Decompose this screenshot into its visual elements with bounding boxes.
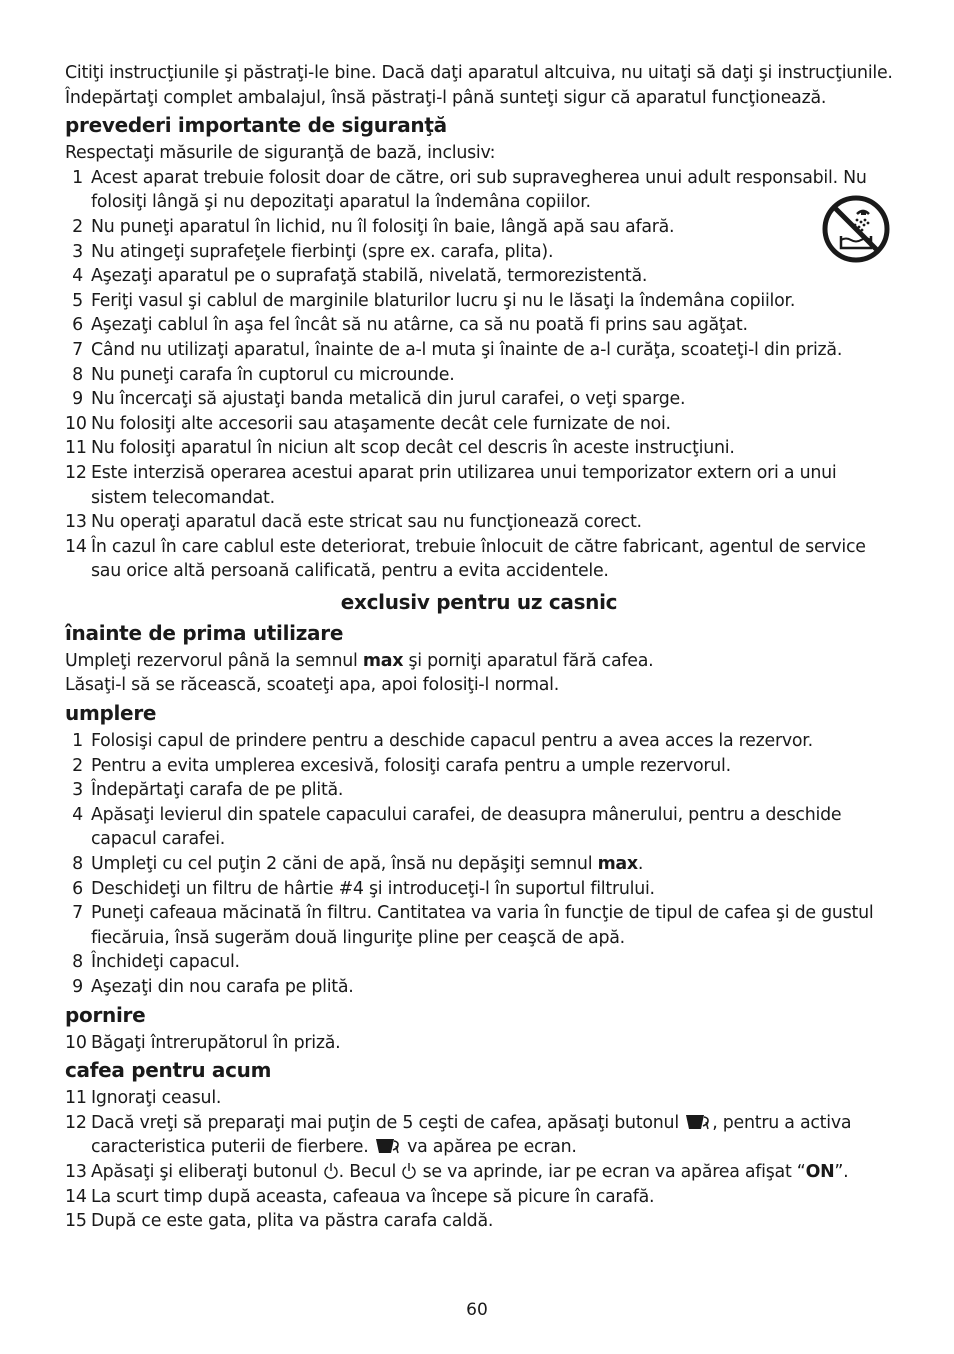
coffee-strength-icon — [374, 1137, 402, 1155]
safety-heading: prevederi importante de siguranţă — [65, 113, 447, 138]
safety-item: 6 Aşezaţi cablul în aşa fel încât să nu atârne, ca să nu poată fi prins sau agăţat. — [72, 315, 748, 336]
safety-list — [65, 166, 893, 584]
filling-item: 9 Aşezaţi din nou carafa pe plită. — [72, 977, 354, 997]
start-item: 10 Băgaţi întrerupătorul în priză. — [65, 1032, 341, 1053]
safety-lead: Respectaţi măsurile de siguranţă de bază, inclusiv: — [65, 143, 496, 164]
first-use-line-2: Lăsaţi-l să se răcească, scoateţi apa, apoi folosiţi-l normal. — [65, 675, 560, 696]
page-number: 60 — [466, 1300, 488, 1320]
safety-item: 13 Nu operaţi aparatul dacă este stricat sau nu funcţionează corect. — [65, 512, 642, 533]
safety-item: 10 Nu folosiţi alte accesorii sau ataşamente decât cele furnizate de noi. — [65, 413, 671, 434]
coffee-now-item: 15 După ce este gata, plita va păstra carafa caldă. — [65, 1211, 494, 1232]
coffee-now-list — [65, 1086, 893, 1234]
filling-item: 4 Apăsaţi levierul din spatele capacului carafei, de deasupra mânerului, pentru a deschide capacul carafei. — [72, 804, 842, 850]
coffee-now-heading: cafea pentru acum — [65, 1058, 272, 1083]
first-use-heading: înainte de prima utilizare — [65, 620, 344, 645]
start-heading: pornire — [65, 1002, 146, 1027]
coffee-now-item: 13 Apăsaţi şi eliberaţi butonul . Becul se va aprinde, iar pe ecran va apărea afişat “ON”. — [65, 1161, 849, 1182]
safety-item: 5 Feriţi vasul şi cablul de marginile blaturilor lucru şi nu le lăsaţi la îndemâna copiilor. — [72, 290, 796, 311]
first-use-line-1: Umpleţi rezervorul până la semnul max şi porniţi aparatul fără cafea. — [65, 650, 654, 671]
safety-item: 2 Nu puneţi aparatul în lichid, nu îl folosiţi în baie, lângă apă sau afară. — [72, 216, 675, 237]
page-content — [65, 61, 893, 1234]
filling-item: 3 Îndepărtaţi carafa de pe plită. — [72, 780, 344, 801]
safety-item: 4 Aşezaţi aparatul pe o suprafaţă stabilă, nivelată, termorezistentă. — [72, 266, 648, 287]
household-only-heading: exclusiv pentru uz casnic — [340, 589, 618, 614]
filling-item: 2 Pentru a evita umplerea excesivă, folosiţi carafa pentru a umple rezervorul. — [72, 755, 731, 776]
coffee-strength-icon — [684, 1113, 712, 1131]
safety-item: 12 Este interzisă operarea acestui aparat prin utilizarea unui temporizator extern ori a unui sistem telecomandat. — [65, 462, 837, 508]
coffee-now-item: 12 Dacă vreţi să preparaţi mai puţin de 5 ceşti de cafea, apăsaţi butonul , pentru a activa caracteristica puterii de fierbere. va apărea pe ecran. — [65, 1112, 852, 1158]
safety-item: 11 Nu folosiţi aparatul în niciun alt scop decât cel descris în aceste instrucţiuni. — [65, 438, 735, 459]
safety-item: 3 Nu atingeţi suprafeţele fierbinţi (spre ex. carafa, plita). — [72, 241, 554, 262]
safety-item: 9 Nu încercaţi să ajustaţi banda metalică din jurul carafei, o veţi sparge. — [72, 389, 686, 410]
coffee-now-item: 11 Ignoraţi ceasul. — [65, 1088, 222, 1109]
safety-item: 7 Când nu utilizaţi aparatul, înainte de a-l muta şi înainte de a-l curăţa, scoateţi-l din priză. — [72, 339, 843, 360]
power-icon — [401, 1162, 417, 1180]
intro-line-1: Citiţi instrucţiunile şi păstraţi-le bine. Dacă daţi aparatul altcuiva, nu uitaţi să daţi şi instrucţiunile. — [65, 63, 893, 83]
filling-list — [65, 729, 893, 1000]
start-list — [65, 1031, 893, 1056]
filling-item: 6 Deschideţi un filtru de hârtie #4 şi introduceţi-l în suportul filtrului. — [72, 878, 655, 899]
safety-item: 8 Nu puneţi carafa în cuptorul cu microunde. — [72, 364, 455, 385]
filling-heading: umplere — [65, 701, 157, 726]
filling-item: 8 Umpleţi cu cel puţin 2 căni de apă, însă nu depăşiţi semnul max. — [72, 854, 644, 875]
power-icon — [323, 1162, 339, 1180]
filling-item: 8 Închideţi capacul. — [72, 952, 240, 973]
coffee-now-item: 14 La scurt timp după aceasta, cafeaua va începe să picure în carafă. — [65, 1186, 655, 1207]
intro-line-2: Îndepărtaţi complet ambalajul, însă păstraţi-l până sunteţi sigur că aparatul funcţionează. — [65, 87, 827, 108]
filling-item: 7 Puneţi cafeaua măcinată în filtru. Cantitatea va varia în funcţie de tipul de cafea şi de gustul fiecăruia, însă sugerăm două linguriţe pline per ceaşcă de apă. — [72, 903, 874, 948]
safety-item: 14 În cazul în care cablul este deteriorat, trebuie înlocuit de către fabricant, agentul de service sau orice altă persoană calificată, pentru a evita accidentele. — [65, 536, 866, 582]
filling-item: 1 Folosişi capul de prindere pentru a deschide capacul pentru a avea acces la rezervor. — [72, 731, 813, 752]
safety-item: 1 Acest aparat trebuie folosit doar de către, ori sub supravegherea unui adult responsabil. Nu folosiţi lângă şi nu depozitaţi aparatul la îndemâna copiilor. — [72, 167, 867, 213]
